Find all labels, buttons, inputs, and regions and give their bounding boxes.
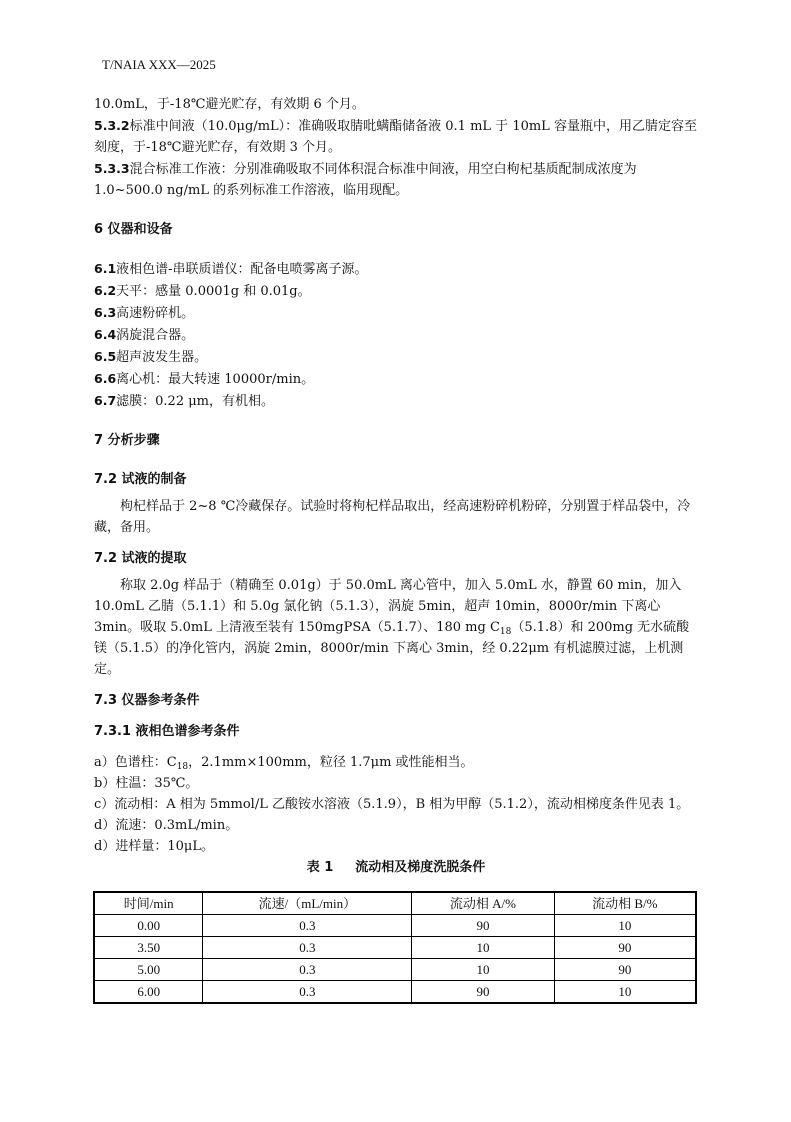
section-7-2-extraction-heading: 7.2 试液的提取	[94, 551, 187, 566]
clause-number: 6.2	[94, 283, 117, 298]
clause-6-5	[94, 346, 698, 368]
extraction-text-part-1: 称取 2.0g 样品于（精确至 0.01g）于 50.0mL 离心管中，加入 5.0mL 水，静置 60 min，加入 10.0mL 乙腈（5.1.1）和 5.0g 氯化钠（5.1.3），涡旋 5min，超声 10min，8000r/min 下离心 3min。吸取 5.0mL 上清液至装有 150mgPSA（5.1.7）、180 mg C	[94, 578, 682, 635]
clause-5-3-3	[94, 158, 698, 201]
clause-6-6	[94, 368, 698, 390]
table-cell: 0.3	[203, 937, 412, 959]
section-7-3-1-heading: 7.3.1 液相色谱参考条件	[94, 724, 240, 739]
table-cell: 0.00	[94, 915, 203, 937]
clause-6-2	[94, 280, 698, 302]
condition-column	[94, 752, 698, 773]
table-cell: 3.50	[94, 937, 203, 959]
clause-number: 5.3.2	[94, 118, 130, 133]
table-caption-number: 表 1	[306, 860, 334, 875]
clause-text: 混合标准工作液：分别准确吸取不同体积混合标准中间液，用空白枸杞基质配制成浓度为 1.0~500.0 ng/mL 的系列标准工作溶液，临用现配。	[94, 162, 637, 198]
table-cell: 6.00	[94, 981, 203, 1004]
table-row	[94, 915, 696, 937]
table-caption-title: 流动相及梯度洗脱条件	[355, 860, 486, 875]
table-cell: 90	[554, 959, 696, 981]
table-1-caption	[94, 857, 698, 891]
subscript-18: 18	[499, 627, 512, 637]
table-cell: 90	[554, 937, 696, 959]
table-cell: 10	[554, 981, 696, 1004]
clause-text: 离心机：最大转速 10000r/min。	[116, 372, 315, 387]
clause-6-7	[94, 390, 698, 412]
table-header-cell: 流动相 A/%	[412, 892, 554, 915]
clause-number: 6.1	[94, 261, 117, 276]
section-7-3-heading: 7.3 仪器参考条件	[94, 693, 200, 708]
table-cell: 10	[554, 915, 696, 937]
table-cell: 0.3	[203, 981, 412, 1004]
condition-mobile-phase: c）流动相：A 相为 5mmol/L 乙酸铵水溶液（5.1.9），B 相为甲醇（5.1.2），流动相梯度条件见表 1。	[94, 797, 690, 812]
table-cell: 10	[412, 959, 554, 981]
clause-6-1	[94, 258, 698, 280]
table-cell: 0.3	[203, 959, 412, 981]
clause-text: 液相色谱-串联质谱仪：配备电喷雾离子源。	[116, 262, 368, 277]
clause-text: 滤膜：0.22 μm，有机相。	[116, 394, 275, 409]
table-header-cell: 流速/（mL/min）	[203, 892, 412, 915]
standard-code-header: T/NAIA XXX—2025	[102, 57, 216, 72]
subscript-18: 18	[176, 762, 189, 772]
table-row	[94, 959, 696, 981]
clause-number: 6.6	[94, 371, 117, 386]
table-header-cell: 流动相 B/%	[554, 892, 696, 915]
condition-column-text-2: ，2.1mm×100mm，粒径 1.7μm 或性能相当。	[188, 755, 474, 770]
preparation-paragraph: 枸杞样品于 2~8 ℃冷藏保存。试验时将枸杞样品取出，经高速粉碎机粉碎，分别置于样品袋中，冷藏，备用。	[94, 499, 691, 535]
section-7-heading: 7 分析步骤	[94, 433, 160, 448]
section-6-heading: 6 仪器和设备	[94, 222, 173, 237]
extraction-paragraph	[94, 575, 698, 680]
table-cell: 0.3	[203, 915, 412, 937]
condition-flow-rate: d）流速：0.3mL/min。	[94, 818, 239, 833]
condition-column-text-1: a）色谱柱：C	[94, 755, 177, 770]
clause-text: 超声波发生器。	[116, 350, 208, 365]
table-cell: 10	[412, 937, 554, 959]
clause-text: 高速粉碎机。	[116, 306, 195, 321]
clause-number: 6.3	[94, 305, 117, 320]
paragraph-5-3-1-continued: 10.0mL，于-18℃避光贮存，有效期 6 个月。	[94, 97, 365, 112]
extraction-text-part-2: （5.1.8）和 200mg 无水硫酸镁（5.1.5）的净化管内，涡旋 2min，8000r/min 下离心 3min，经 0.22μm 有机滤膜过滤，上机测定。	[94, 620, 690, 677]
clause-6-4	[94, 324, 698, 346]
clause-number: 6.4	[94, 327, 117, 342]
condition-column-temperature: b）柱温：35℃。	[94, 776, 199, 791]
table-cell: 5.00	[94, 959, 203, 981]
gradient-table	[93, 891, 697, 1004]
table-row	[94, 981, 696, 1004]
clause-number: 5.3.3	[94, 161, 130, 176]
condition-injection-volume: d）进样量：10μL。	[94, 839, 214, 854]
table-row	[94, 937, 696, 959]
clause-number: 6.7	[94, 393, 117, 408]
table-cell: 90	[412, 915, 554, 937]
table-header-cell: 时间/min	[94, 892, 203, 915]
section-7-2-preparation-heading: 7.2 试液的制备	[94, 472, 187, 487]
clause-text: 天平：感量 0.0001g 和 0.01g。	[116, 284, 311, 299]
table-cell: 90	[412, 981, 554, 1004]
clause-5-3-2	[94, 115, 698, 158]
clause-text: 标准中间液（10.0μg/mL）：准确吸取腈吡螨酯储备液 0.1 mL 于 10mL 容量瓶中，用乙腈定容至刻度，于-18℃避光贮存，有效期 3 个月。	[94, 119, 697, 155]
clause-6-3	[94, 302, 698, 324]
clause-number: 6.5	[94, 349, 117, 364]
table-header-row	[94, 892, 696, 915]
page-content	[94, 94, 698, 1004]
clause-text: 涡旋混合器。	[116, 328, 195, 343]
